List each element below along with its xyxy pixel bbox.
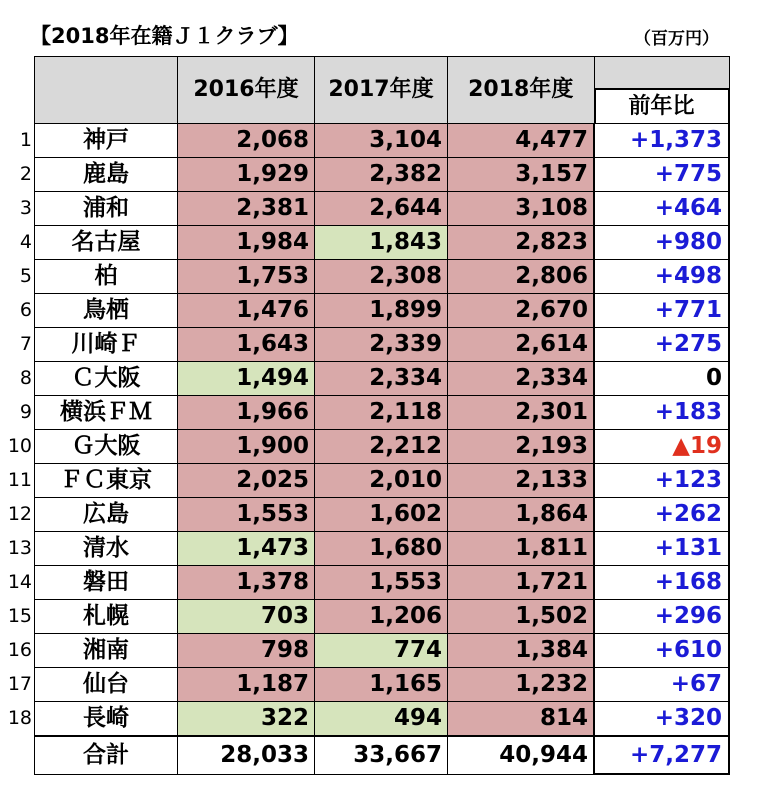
- row-index: 18: [7, 707, 32, 730]
- revenue-2018: 1,864: [448, 498, 595, 532]
- revenue-2017: 1,680: [315, 532, 448, 566]
- revenue-2018: 1,502: [448, 600, 595, 634]
- revenue-2016: 1,929: [178, 158, 315, 192]
- yoy-change: +498: [594, 260, 729, 294]
- yoy-change: ▲19: [594, 430, 729, 464]
- header-diff-cell: [594, 57, 729, 124]
- revenue-2018: 2,334: [448, 362, 595, 396]
- header-row: [0, 57, 729, 124]
- total-2017: 33,667: [315, 736, 448, 774]
- revenue-2018: 2,806: [448, 260, 595, 294]
- revenue-2016: 1,476: [178, 294, 315, 328]
- yoy-change: +1,373: [594, 124, 729, 158]
- revenue-2017: 1,843: [315, 226, 448, 260]
- row-index: 7: [19, 333, 32, 355]
- yoy-change: +775: [594, 158, 729, 192]
- club-name: 仙台: [35, 668, 178, 702]
- revenue-table: [0, 56, 730, 775]
- table-row: [0, 362, 729, 396]
- row-index: 12: [7, 503, 32, 525]
- row-index: 13: [7, 537, 32, 559]
- row-index: 1: [19, 129, 32, 151]
- revenue-2017: 2,644: [315, 192, 448, 226]
- table-row: [0, 532, 729, 566]
- club-name: 清水: [35, 532, 178, 566]
- header-club-blank: [35, 57, 178, 124]
- revenue-2016: 1,984: [178, 226, 315, 260]
- revenue-2016: 1,187: [178, 668, 315, 702]
- table-row: [0, 600, 729, 634]
- table-title: 【2018年在籍Ｊ１クラブ】: [30, 24, 299, 48]
- revenue-2016: 2,068: [178, 124, 315, 158]
- revenue-2018: 2,670: [448, 294, 595, 328]
- club-name: 鹿島: [35, 158, 178, 192]
- table-body: [0, 57, 729, 775]
- yoy-change: +771: [594, 294, 729, 328]
- club-name: 鳥栖: [35, 294, 178, 328]
- row-index: 5: [19, 265, 32, 287]
- row-index: 11: [7, 469, 32, 491]
- header-index-blank: [0, 57, 35, 124]
- club-name: 長崎: [35, 702, 178, 737]
- table-row: [0, 260, 729, 294]
- unit-label: （百万円）: [634, 29, 719, 49]
- yoy-change: +296: [594, 600, 729, 634]
- revenue-2016: 1,553: [178, 498, 315, 532]
- header-2017: 2017年度: [315, 57, 448, 124]
- row-index: 9: [19, 401, 32, 423]
- table-row: [0, 702, 729, 737]
- revenue-2016: 1,378: [178, 566, 315, 600]
- yoy-change: +183: [594, 396, 729, 430]
- revenue-2016: 1,753: [178, 260, 315, 294]
- club-name: 川崎Ｆ: [35, 328, 178, 362]
- revenue-2017: 1,602: [315, 498, 448, 532]
- revenue-2017: 2,308: [315, 260, 448, 294]
- revenue-2017: 1,899: [315, 294, 448, 328]
- header-2018: 2018年度: [448, 57, 595, 124]
- table-row: [0, 464, 729, 498]
- revenue-2016: 798: [178, 634, 315, 668]
- row-index: 4: [19, 231, 32, 253]
- table-row: [0, 396, 729, 430]
- yoy-change: +320: [594, 702, 729, 737]
- revenue-2017: 774: [315, 634, 448, 668]
- table-row: [0, 634, 729, 668]
- total-label: 合計: [35, 736, 178, 774]
- revenue-2016: 1,900: [178, 430, 315, 464]
- revenue-2017: 3,104: [315, 124, 448, 158]
- revenue-2017: 2,212: [315, 430, 448, 464]
- revenue-2017: 1,553: [315, 566, 448, 600]
- row-index: 2: [19, 163, 32, 185]
- total-2018: 40,944: [448, 736, 595, 774]
- row-index: 14: [7, 571, 32, 593]
- yoy-change: +275: [594, 328, 729, 362]
- revenue-2016: 1,643: [178, 328, 315, 362]
- yoy-change: 0: [594, 362, 729, 396]
- table-row: [0, 668, 729, 702]
- club-name: Ｇ大阪: [35, 430, 178, 464]
- club-name: 浦和: [35, 192, 178, 226]
- revenue-2016: 2,025: [178, 464, 315, 498]
- club-name: 磐田: [35, 566, 178, 600]
- revenue-2018: 1,232: [448, 668, 595, 702]
- yoy-change: +123: [594, 464, 729, 498]
- revenue-2016: 703: [178, 600, 315, 634]
- yoy-change: +131: [594, 532, 729, 566]
- yoy-change: +67: [594, 668, 729, 702]
- header-2016: 2016年度: [178, 57, 315, 124]
- revenue-2018: 1,811: [448, 532, 595, 566]
- revenue-2018: 4,477: [448, 124, 595, 158]
- total-row: [0, 736, 729, 774]
- revenue-2017: 2,339: [315, 328, 448, 362]
- header-diff: 前年比: [594, 88, 730, 123]
- table-row: [0, 294, 729, 328]
- table-row: [0, 498, 729, 532]
- row-index: 17: [7, 673, 32, 695]
- row-index: 16: [7, 639, 32, 661]
- revenue-2018: 3,108: [448, 192, 595, 226]
- table-row: [0, 226, 729, 260]
- revenue-2016: 2,381: [178, 192, 315, 226]
- revenue-2018: 2,133: [448, 464, 595, 498]
- total-index-blank: [0, 736, 35, 774]
- club-name: 神戸: [35, 124, 178, 158]
- row-index: 10: [7, 435, 32, 457]
- table-row: [0, 158, 729, 192]
- club-name: ＦＣ東京: [35, 464, 178, 498]
- revenue-2018: 2,301: [448, 396, 595, 430]
- yoy-change: +464: [594, 192, 729, 226]
- club-name: 広島: [35, 498, 178, 532]
- revenue-2017: 1,165: [315, 668, 448, 702]
- revenue-2018: 2,193: [448, 430, 595, 464]
- revenue-2018: 3,157: [448, 158, 595, 192]
- club-name: Ｃ大阪: [35, 362, 178, 396]
- revenue-2017: 494: [315, 702, 448, 737]
- revenue-2016: 322: [178, 702, 315, 737]
- revenue-2017: 1,206: [315, 600, 448, 634]
- table-row: [0, 124, 729, 158]
- total-yoy-change: +7,277: [594, 736, 729, 774]
- table-row: [0, 566, 729, 600]
- table-row: [0, 192, 729, 226]
- revenue-2017: 2,010: [315, 464, 448, 498]
- revenue-2017: 2,118: [315, 396, 448, 430]
- yoy-change: +980: [594, 226, 729, 260]
- revenue-2017: 2,382: [315, 158, 448, 192]
- club-name: 横浜ＦＭ: [35, 396, 178, 430]
- yoy-change: +168: [594, 566, 729, 600]
- revenue-2018: 1,721: [448, 566, 595, 600]
- table-row: [0, 430, 729, 464]
- revenue-2018: 2,614: [448, 328, 595, 362]
- club-name: 札幌: [35, 600, 178, 634]
- yoy-change: +610: [594, 634, 729, 668]
- row-index: 6: [19, 299, 32, 321]
- total-2016: 28,033: [178, 736, 315, 774]
- revenue-2018: 1,384: [448, 634, 595, 668]
- revenue-2016: 1,473: [178, 532, 315, 566]
- row-index: 15: [7, 605, 32, 627]
- revenue-2018: 814: [448, 702, 595, 737]
- revenue-2016: 1,494: [178, 362, 315, 396]
- yoy-change: +262: [594, 498, 729, 532]
- club-name: 柏: [35, 260, 178, 294]
- club-name: 名古屋: [35, 226, 178, 260]
- table-row: [0, 328, 729, 362]
- revenue-2017: 2,334: [315, 362, 448, 396]
- row-index: 8: [19, 367, 32, 389]
- revenue-2018: 2,823: [448, 226, 595, 260]
- row-index: 3: [19, 197, 32, 219]
- club-name: 湘南: [35, 634, 178, 668]
- revenue-2016: 1,966: [178, 396, 315, 430]
